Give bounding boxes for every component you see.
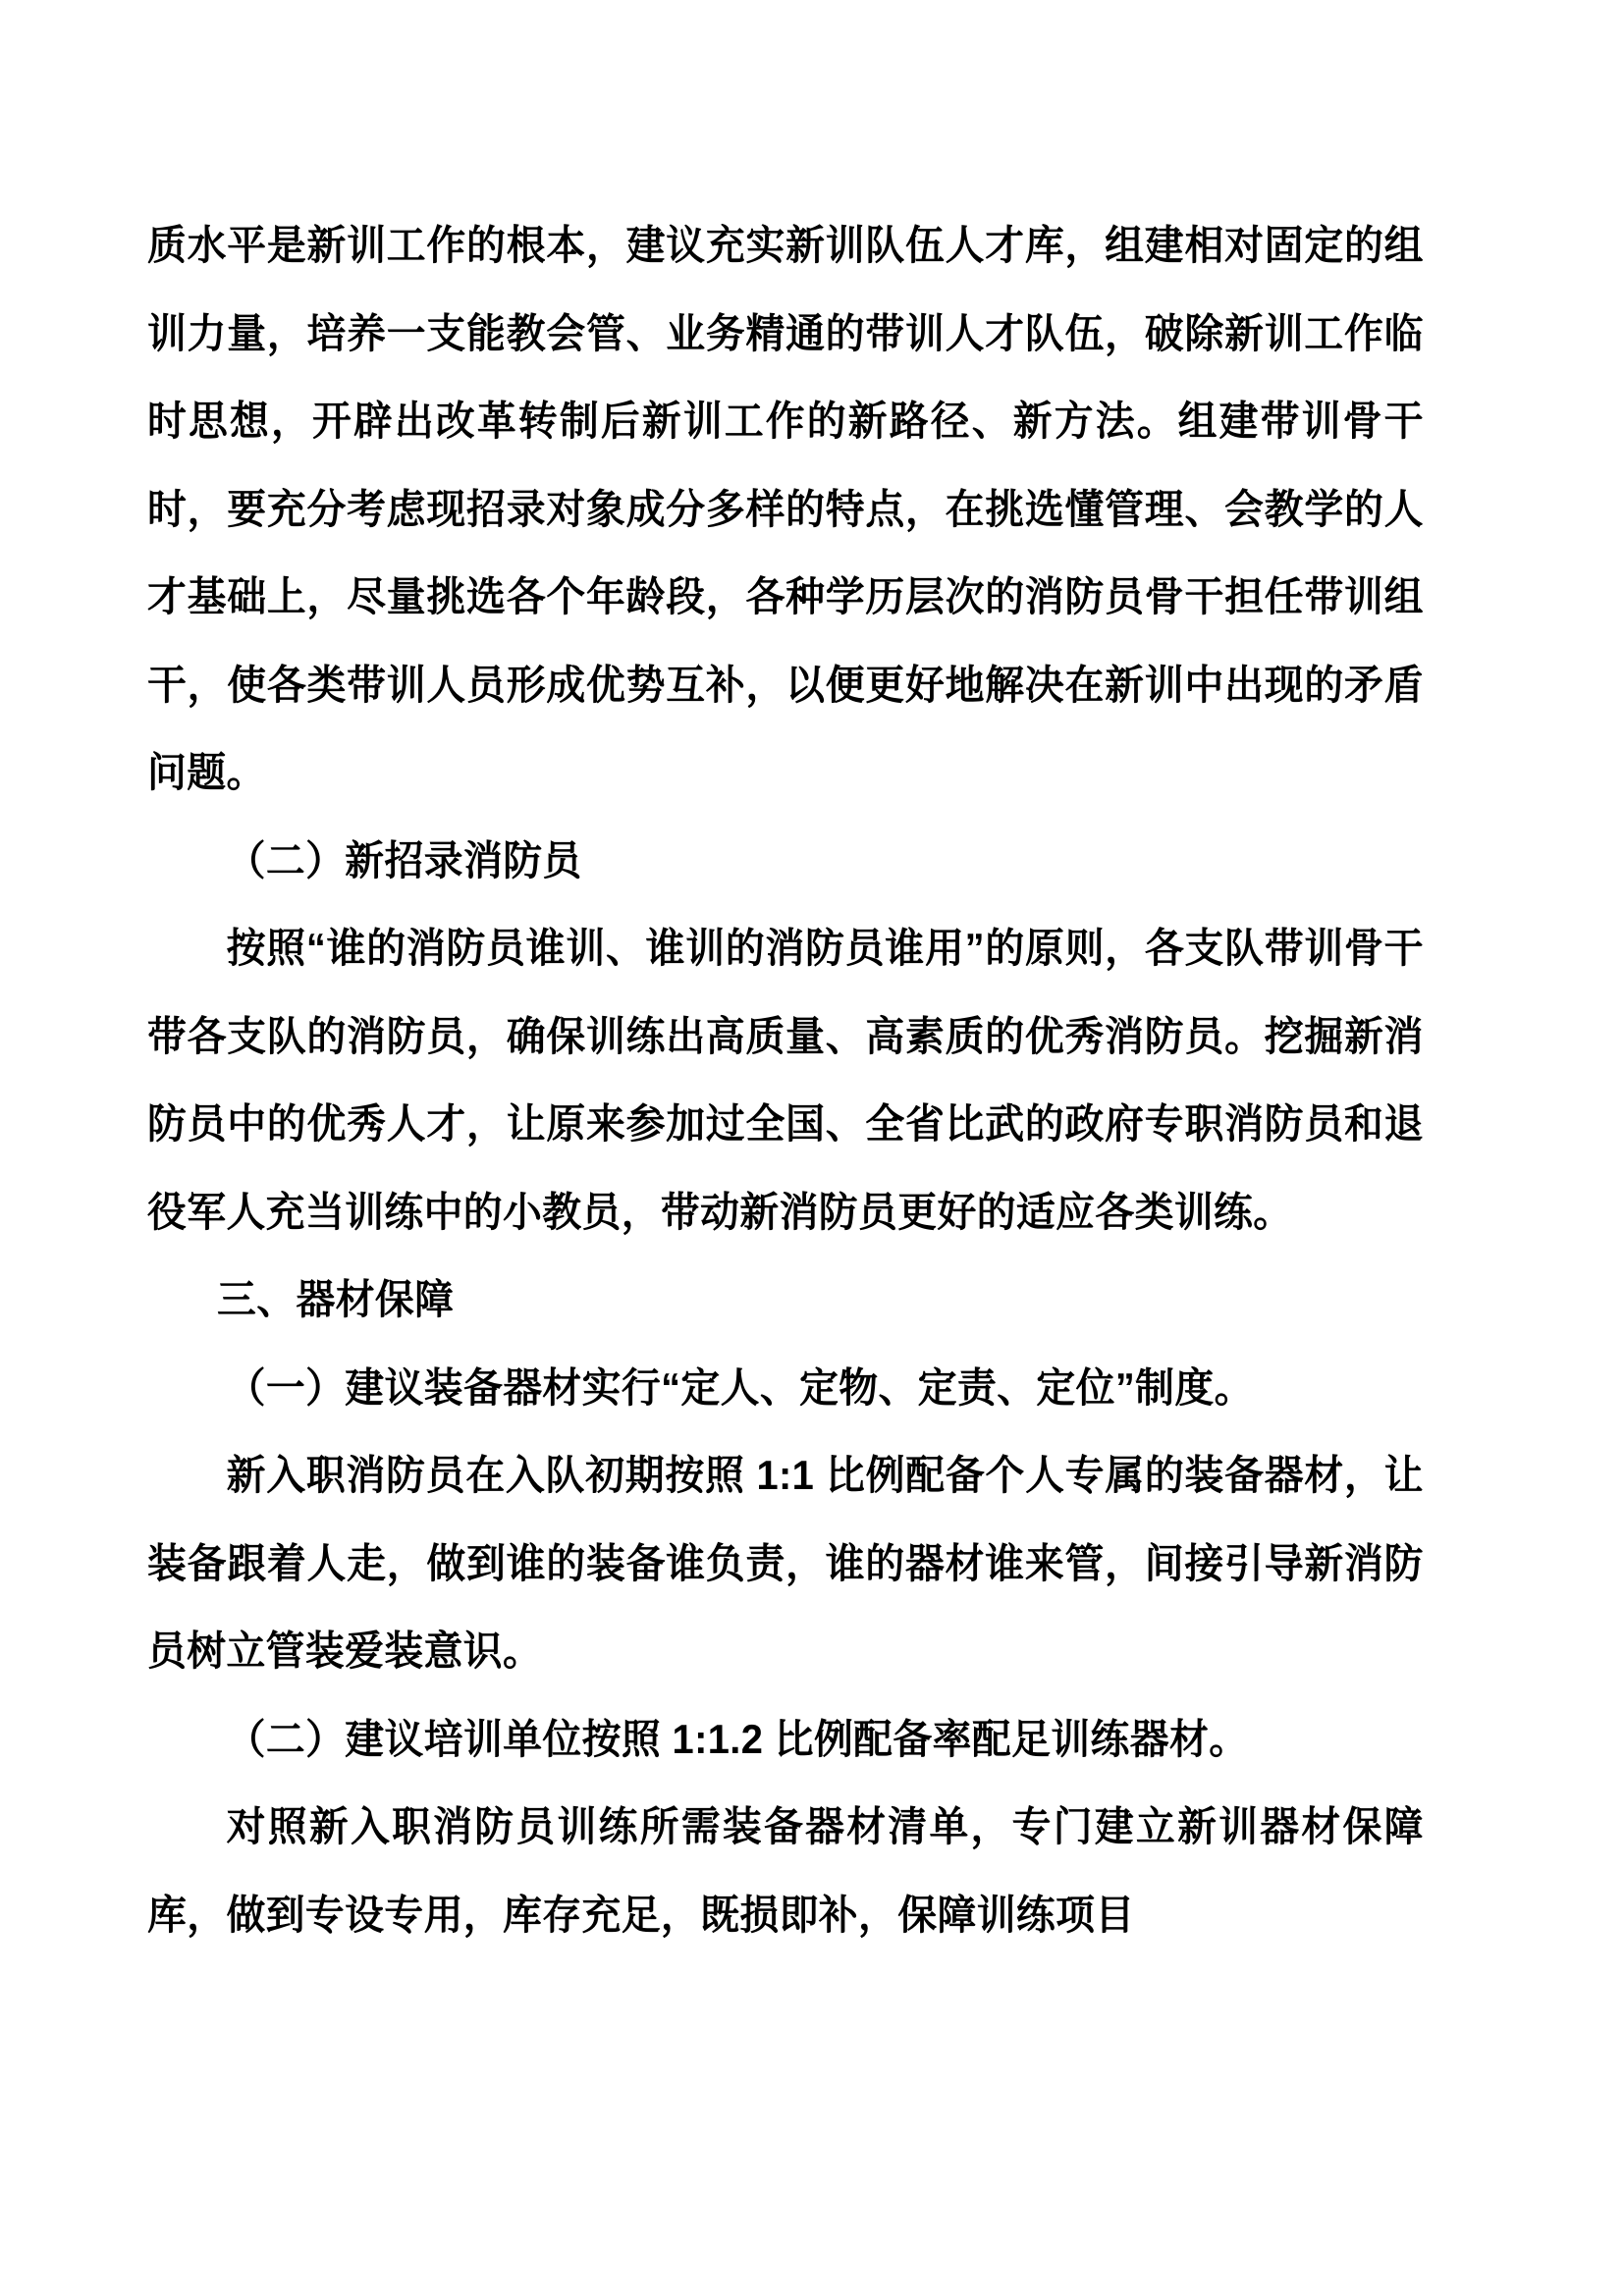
paragraph-one-to-one-equipment-ratio: 新入职消防员在入队初期按照 1:1 比例配备个人专属的装备器材，让装备跟着人走，做到谁的装备谁负责，谁的器材谁来管，间接引导新消防员树立管装爱装意识。 bbox=[147, 1452, 1424, 1674]
heading-3-2-training-unit-ratio: （二）建议培训单位按照 1:1.2 比例配备率配足训练器材。 bbox=[226, 1715, 1249, 1762]
paragraph-who-trains-principle: 按照“谁的消防员谁训、谁训的消防员谁用”的原则，各支队带训骨干带各支队的消防员，确保训练出高质量、高素质的优秀消防员。挖掘新消防员中的优秀人才，让原来参加过全国、全省比武的政府专职消防员和退役军人充当训练中的小教员，带动新消防员更好的适应各类训练。 bbox=[147, 925, 1424, 1235]
heading-section-2-2-new-recruits: （二）新招录消防员 bbox=[226, 836, 582, 883]
paragraph-continued-organizing-training-force: 质水平是新训工作的根本，建议充实新训队伍人才库，组建相对固定的组训力量，培养一支能教会管、业务精通的带训人才队伍，破除新训工作临时思想，开辟出改革转制后新训工作的新路径、新方法。组建带训骨干时，要充分考虑现招录对象成分多样的特点，在挑选懂管理、会教学的人才基础上，尽量挑选各个年龄段，各种学历层次的消防员骨干担任带训组干，使各类带训人员形成优势互补，以便更好地解决在新训中出现的矛盾问题。 bbox=[147, 222, 1424, 795]
heading-section-3-equipment-support: 三、器材保障 bbox=[217, 1276, 455, 1322]
heading-3-1-equipment-assignment-system: （一）建议装备器材实行“定人、定物、定责、定位”制度。 bbox=[226, 1363, 1254, 1411]
document-body bbox=[147, 201, 1477, 1958]
paragraph-equipment-reserve-library: 对照新入职消防员训练所需装备器材清单，专门建立新训器材保障库，做到专设专用，库存充足，既损即补，保障训练项目 bbox=[147, 1803, 1424, 1938]
